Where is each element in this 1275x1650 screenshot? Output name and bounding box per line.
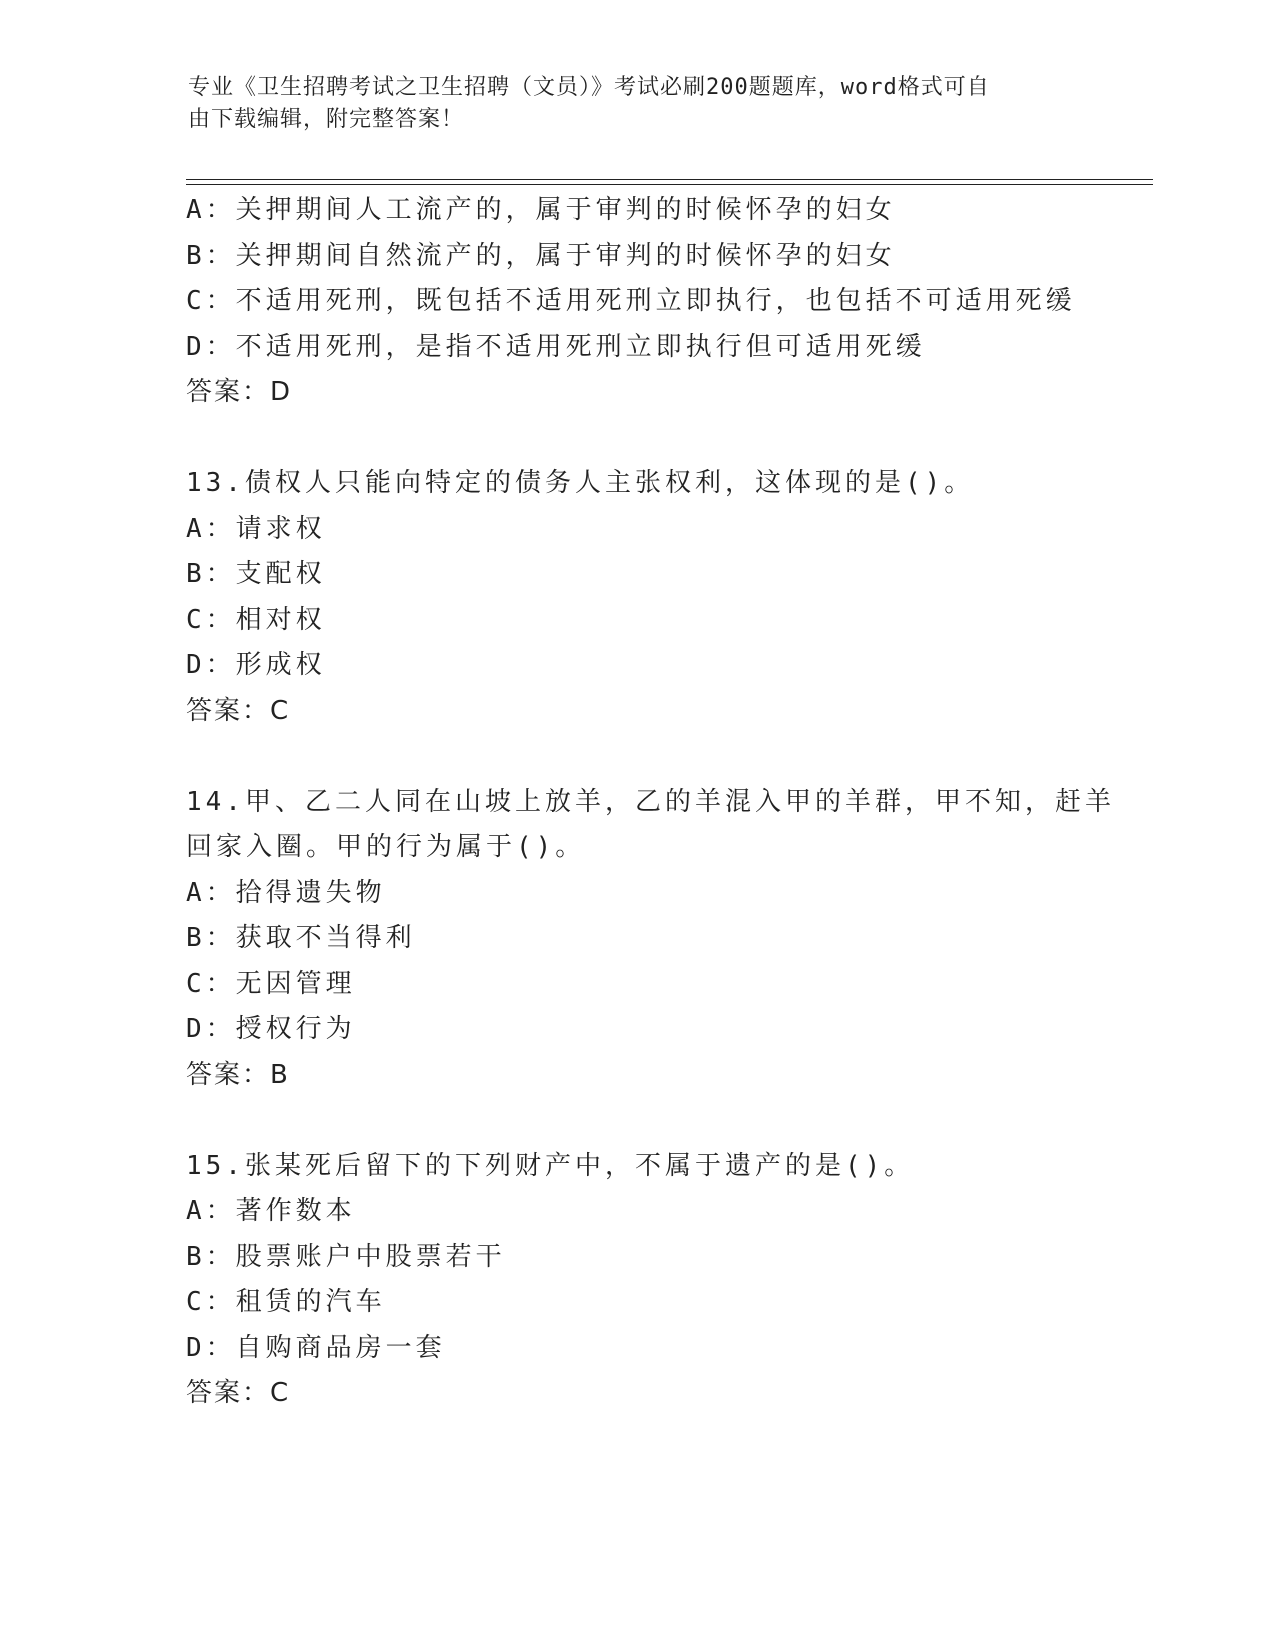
option-d: D：形成权 <box>186 650 326 680</box>
option-b: B：关押期间自然流产的，属于审判的时候怀孕的妇女 <box>186 240 896 271</box>
option-a: A：关押期间人工流产的，属于审判的时候怀孕的妇女 <box>186 195 896 225</box>
option-a: A：著作数本 <box>186 1196 356 1226</box>
document-header <box>188 72 1068 136</box>
question-block-prev <box>186 188 1086 416</box>
option-b: B：股票账户中股票若干 <box>186 1241 506 1272</box>
question-block-13 <box>186 461 1086 734</box>
question-stem: 13.债权人只能向特定的债务人主张权利，这体现的是()。 <box>186 468 975 498</box>
question-stem: 15.张某死后留下的下列财产中，不属于遗产的是()。 <box>186 1150 915 1181</box>
answer-line: 答案：D <box>186 377 293 407</box>
question-block-14 <box>186 780 1115 1099</box>
header-line-2: 由下载编辑，附完整答案！ <box>188 107 465 132</box>
option-b: B：支配权 <box>186 559 326 589</box>
option-c: C：不适用死刑，既包括不适用死刑立即执行，也包括不可适用死缓 <box>186 286 1076 316</box>
spacer <box>186 416 1086 462</box>
option-d: D：不适用死刑，是指不适用死刑立即执行但可适用死缓 <box>186 331 926 362</box>
spacer <box>186 1098 1086 1144</box>
question-stem: 14.甲、乙二人同在山坡上放羊，乙的羊混入甲的羊群，甲不知，赶羊 <box>186 786 1115 817</box>
option-c: C：租赁的汽车 <box>186 1287 386 1317</box>
question-block-15 <box>186 1144 1086 1417</box>
header-divider-top <box>186 179 1153 180</box>
answer-line: 答案：C <box>186 695 291 726</box>
option-d: D：授权行为 <box>186 1014 356 1044</box>
option-b: B：获取不当得利 <box>186 923 416 953</box>
answer-line: 答案：C <box>186 1378 291 1408</box>
option-d: D：自购商品房一套 <box>186 1332 446 1363</box>
option-c: C：无因管理 <box>186 968 356 999</box>
spacer <box>186 734 1086 780</box>
header-divider-bottom <box>186 184 1153 185</box>
option-c: C：相对权 <box>186 604 326 635</box>
question-list <box>186 188 1115 1417</box>
question-stem-continued: 回家入圈。甲的行为属于()。 <box>186 832 586 862</box>
option-a: A：拾得遗失物 <box>186 877 386 908</box>
answer-line: 答案：B <box>186 1059 290 1090</box>
option-a: A：请求权 <box>186 513 326 544</box>
header-line-1: 专业《卫生招聘考试之卫生招聘（文员）》考试必刷200题题库，word格式可自 <box>188 75 990 100</box>
